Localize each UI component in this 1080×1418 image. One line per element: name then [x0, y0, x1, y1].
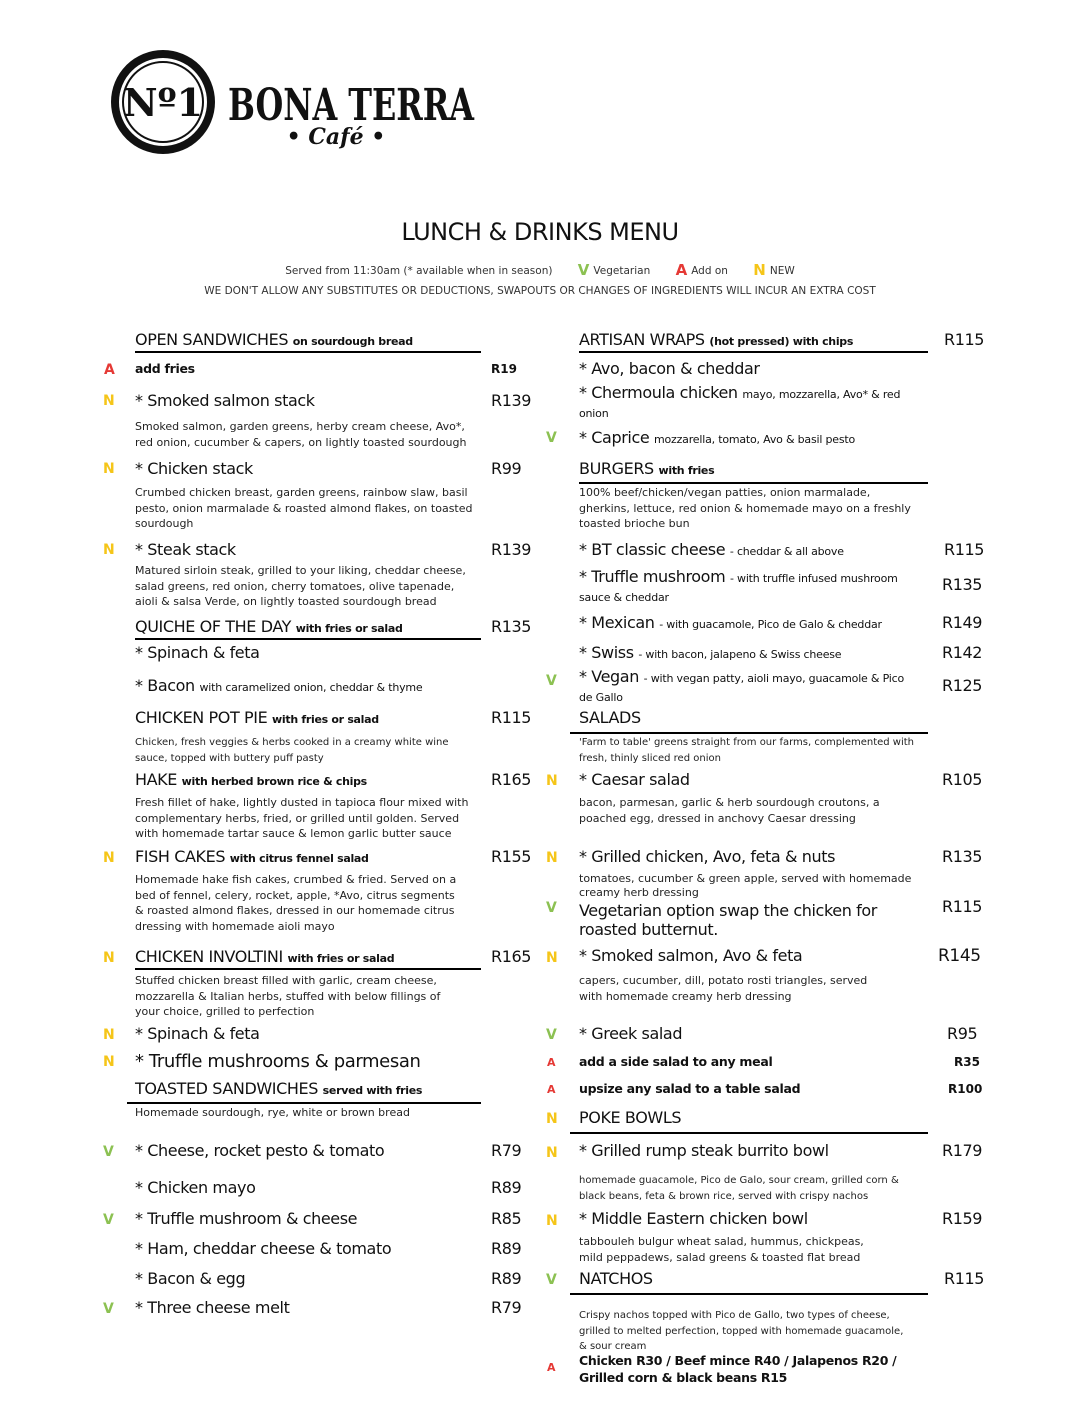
section-open-sandwiches: [135, 330, 481, 353]
vegetarian-icon: V: [546, 430, 557, 446]
section-fish-cakes: [135, 847, 369, 866]
item-swiss-burger: * Swiss - with bacon, jalapeno & Swiss cheese: [579, 643, 842, 662]
item-price: R139: [491, 540, 532, 559]
item-caesar-salad: * Caesar salad: [579, 770, 690, 789]
section-title: ARTISAN WRAPS: [579, 330, 705, 349]
section-title: OPEN SANDWICHES: [135, 330, 289, 349]
item-description: tomatoes, cucumber & green apple, served with homemade creamy herb dressing: [579, 872, 912, 899]
section-title: QUICHE OF THE DAY: [135, 617, 292, 636]
section-description: Homemade sourdough, rye, white or brown bread: [135, 1106, 410, 1119]
vegetarian-icon: V: [103, 1212, 114, 1228]
item-description: Homemade hake fish cakes, crumbed & fried. Served on a bed of fennel, celery, rocket, apple, *Avo, citrus segments & roasted almond flakes, dressed in our homemade citrus dressing with homemade aioli mayo: [135, 873, 457, 933]
new-icon: N: [103, 1027, 115, 1043]
item-three-cheese-melt: * Three cheese melt: [135, 1298, 290, 1317]
section-note: with fries or salad: [272, 713, 379, 726]
vegetarian-icon: V: [103, 1144, 114, 1160]
add-on-icon: A: [675, 261, 688, 279]
item-description: capers, cucumber, dill, potato rosti triangles, served with homemade creamy herb dressing: [579, 974, 868, 1003]
add-on-icon: A: [547, 1361, 556, 1374]
item-description: homemade guacamole, Pico de Galo, sour cream, grilled corn & black beans, feta & brown rice, served with crispy nachos: [579, 1175, 899, 1202]
item-price: R145: [938, 946, 981, 966]
upsize-salad-label: upsize any salad to a table salad: [579, 1081, 801, 1096]
section-description: 100% beef/chicken/vegan patties, onion marmalade, gherkins, lettuce, red onion & homemade mayo on a freshly toasted brioche bun: [579, 486, 911, 530]
vegetarian-icon: V: [577, 261, 590, 279]
item-price: R95: [947, 1024, 978, 1043]
item-truffle-mushroom-cheese: * Truffle mushroom & cheese: [135, 1209, 358, 1228]
item-price: R179: [942, 1141, 983, 1160]
item-price: R135: [942, 575, 983, 594]
section-note: with fries or salad: [287, 952, 395, 965]
page-title: LUNCH & DRINKS MENU: [401, 218, 679, 246]
new-icon: N: [103, 950, 115, 966]
section-title: HAKE: [135, 770, 177, 789]
section-note: on sourdough bread: [292, 335, 413, 348]
item-caprice: * Caprice mozzarella, tomato, Avo & basil pesto: [579, 428, 856, 447]
section-description: 'Farm to table' greens straight from our farms, complemented with fresh, thinly sliced red onion: [579, 737, 915, 764]
item-vegan-burger: * Vegan - with vegan patty, aioli mayo, guacamole & Pico de Gallo: [579, 667, 905, 704]
item-price: R115: [944, 540, 985, 559]
vegetarian-icon: V: [546, 1272, 557, 1288]
section-chicken-involtini: [135, 947, 481, 970]
section-hake: [135, 770, 367, 789]
new-icon: N: [546, 1111, 558, 1127]
item-description: bacon, parmesan, garlic & herb sourdough croutons, a poached egg, dressed in anchovy Caesar dressing: [579, 796, 880, 825]
section-burgers: [579, 459, 714, 478]
add-fries-price: R19: [491, 362, 517, 376]
item-description: Chicken, fresh veggies & herbs cooked in a creamy white wine sauce, topped with buttery puff pasty: [135, 737, 449, 764]
item-bacon-egg: * Bacon & egg: [135, 1269, 246, 1288]
item-price: R139: [491, 391, 532, 410]
section-description: Crispy nachos topped with Pico de Gallo, two types of cheese, grilled to melted perfection, topped with homemade guacamole, & sour cream: [579, 1310, 904, 1352]
item-price: R89: [491, 1178, 522, 1197]
section-poke-bowls: POKE BOWLS: [579, 1108, 682, 1127]
item-chicken-mayo: * Chicken mayo: [135, 1178, 256, 1197]
item-smoked-salmon-stack: * Smoked salmon stack: [135, 391, 315, 410]
item-mexican-burger: * Mexican - with guacamole, Pico de Galo & cheddar: [579, 613, 882, 632]
item-ham-cheddar-tomato: * Ham, cheddar cheese & tomato: [135, 1239, 392, 1258]
item-price: R79: [491, 1298, 522, 1317]
new-icon: N: [546, 1213, 558, 1229]
substitution-notice: WE DON'T ALLOW ANY SUBSTITUTES OR DEDUCTIONS, SWAPOUTS OR CHANGES OF INGREDIENTS WILL INCUR AN EXTRA COST: [204, 285, 876, 297]
item-smoked-salmon-salad: * Smoked salmon, Avo & feta: [579, 946, 803, 965]
item-price: R89: [491, 1239, 522, 1258]
section-note: with fries or salad: [295, 622, 403, 635]
item-price: R135: [942, 847, 983, 866]
item-bt-classic-cheese: * BT classic cheese - cheddar & all above: [579, 540, 844, 559]
section-toasted-sandwiches: [135, 1079, 422, 1098]
item-quiche-bacon: * Bacon with caramelized onion, cheddar & thyme: [135, 676, 423, 695]
item-involtini-truffle: * Truffle mushrooms & parmesan: [135, 1051, 421, 1072]
add-on-icon: A: [547, 1056, 556, 1069]
section-title: CHICKEN POT PIE: [135, 708, 268, 727]
section-title: CHICKEN INVOLTINI: [135, 947, 283, 966]
natchos-add-ons: Chicken R30 / Beef mince R40 / Jalapenos R20 / Grilled corn & black beans R15: [579, 1353, 897, 1385]
section-price: R135: [491, 617, 532, 636]
item-chermoula-chicken: * Chermoula chicken mayo, mozzarella, Avo* & red onion: [579, 383, 901, 420]
logo-name: BONA TERRA: [228, 80, 475, 131]
item-quiche-spinach-feta: * Spinach & feta: [135, 643, 260, 662]
item-price: R79: [491, 1141, 522, 1160]
section-note: with citrus fennel salad: [229, 852, 369, 865]
section-note: with fries: [658, 464, 715, 477]
menu-subtitle-row: [0, 261, 1080, 279]
item-description: Crumbed chicken breast, garden greens, rainbow slaw, basil pesto, onion marmalade & roasted almond flakes, on toasted sourdough: [135, 486, 473, 530]
item-price: R159: [942, 1209, 983, 1228]
item-grilled-chicken-salad: * Grilled chicken, Avo, feta & nuts: [579, 847, 836, 866]
new-icon: N: [103, 542, 115, 558]
vegetarian-icon: V: [546, 673, 557, 689]
item-involtini-spinach-feta: * Spinach & feta: [135, 1024, 260, 1043]
vegetarian-icon: V: [546, 900, 557, 916]
section-title: BURGERS: [579, 459, 654, 478]
section-title: FISH CAKES: [135, 847, 226, 866]
item-greek-salad: * Greek salad: [579, 1024, 683, 1043]
item-vegetarian-option: Vegetarian option swap the chicken for roasted butternut.: [579, 901, 877, 939]
section-price: R155: [491, 847, 532, 866]
section-note: served with fries: [322, 1084, 423, 1097]
item-middle-eastern-bowl: * Middle Eastern chicken bowl: [579, 1209, 808, 1228]
section-natchos: NATCHOS: [579, 1269, 653, 1288]
section-price: R115: [944, 1269, 985, 1288]
item-avo-bacon-cheddar: * Avo, bacon & cheddar: [579, 359, 760, 378]
section-salads: SALADS: [579, 708, 641, 727]
item-price: R125: [942, 676, 983, 695]
item-description: Smoked salmon, garden greens, herby cream cheese, Avo*, red onion, cucumber & capers, on lightly toasted sourdough: [135, 420, 467, 449]
vegetarian-icon: V: [546, 1027, 557, 1043]
add-on-icon: A: [547, 1083, 556, 1096]
item-price: R89: [491, 1269, 522, 1288]
vegetarian-icon: V: [103, 1301, 114, 1317]
item-rump-steak-burrito-bowl: * Grilled rump steak burrito bowl: [579, 1141, 829, 1160]
item-price: R85: [491, 1209, 522, 1228]
new-icon: N: [103, 1054, 115, 1070]
item-description: tabbouleh bulgur wheat salad, hummus, chickpeas, mild peppadews, salad greens & toasted flat bread: [579, 1235, 864, 1264]
cafe-logo: [108, 46, 478, 158]
new-icon: N: [103, 393, 115, 409]
new-icon: N: [103, 461, 115, 477]
legend-add-on-label: Add on: [691, 265, 728, 277]
new-icon: N: [546, 850, 558, 866]
item-chicken-stack: * Chicken stack: [135, 459, 253, 478]
item-description: Fresh fillet of hake, lightly dusted in tapioca flour mixed with complementary herbs, fried, or grilled until golden. Served with homemade tartar sauce & lemon garlic butter sauce: [135, 796, 469, 840]
new-icon: N: [546, 950, 558, 966]
section-note: (hot pressed) with chips: [709, 335, 854, 348]
served-note: Served from 11:30am (* available when in season): [285, 265, 553, 277]
logo-subtitle: • Café •: [286, 124, 386, 150]
add-on-icon: A: [104, 362, 115, 378]
add-side-salad-price: R35: [954, 1055, 980, 1069]
section-artisan-wraps: [579, 330, 928, 353]
section-quiche: [135, 617, 481, 640]
section-chicken-pot-pie: [135, 708, 379, 727]
item-price: R115: [942, 897, 983, 916]
item-price: R105: [942, 770, 983, 789]
add-side-salad-label: add a side salad to any meal: [579, 1054, 773, 1069]
add-fries-label: add fries: [135, 361, 195, 376]
section-price: R165: [491, 947, 532, 966]
item-price: R142: [942, 643, 983, 662]
new-icon: N: [753, 261, 766, 279]
legend-new-label: NEW: [769, 265, 795, 277]
item-cheese-rocket-pesto: * Cheese, rocket pesto & tomato: [135, 1141, 385, 1160]
new-icon: N: [546, 1145, 558, 1161]
upsize-salad-price: R100: [948, 1082, 983, 1096]
new-icon: N: [546, 773, 558, 789]
item-description: Matured sirloin steak, grilled to your liking, cheddar cheese, salad greens, red onion, cherry tomatoes, olive tapenade, aioli & salsa Verde, on lightly toasted sourdough bread: [135, 564, 466, 608]
legend-vegetarian-label: Vegetarian: [593, 265, 651, 277]
item-price: R149: [942, 613, 983, 632]
section-title: TOASTED SANDWICHES: [135, 1079, 318, 1098]
section-note: with herbed brown rice & chips: [181, 775, 367, 788]
section-price: R165: [491, 770, 532, 789]
item-description: Stuffed chicken breast filled with garlic, cream cheese, mozzarella & Italian herbs, stuffed with below fillings of your choice, grilled to perfection: [135, 974, 441, 1018]
item-steak-stack: * Steak stack: [135, 540, 236, 559]
item-price: R99: [491, 459, 522, 478]
new-icon: N: [103, 850, 115, 866]
section-price: R115: [491, 708, 532, 727]
logo-number: Nº1: [122, 80, 204, 125]
section-price: R115: [944, 330, 985, 349]
item-truffle-mushroom-burger: * Truffle mushroom - with truffle infused mushroom sauce & cheddar: [579, 567, 898, 604]
